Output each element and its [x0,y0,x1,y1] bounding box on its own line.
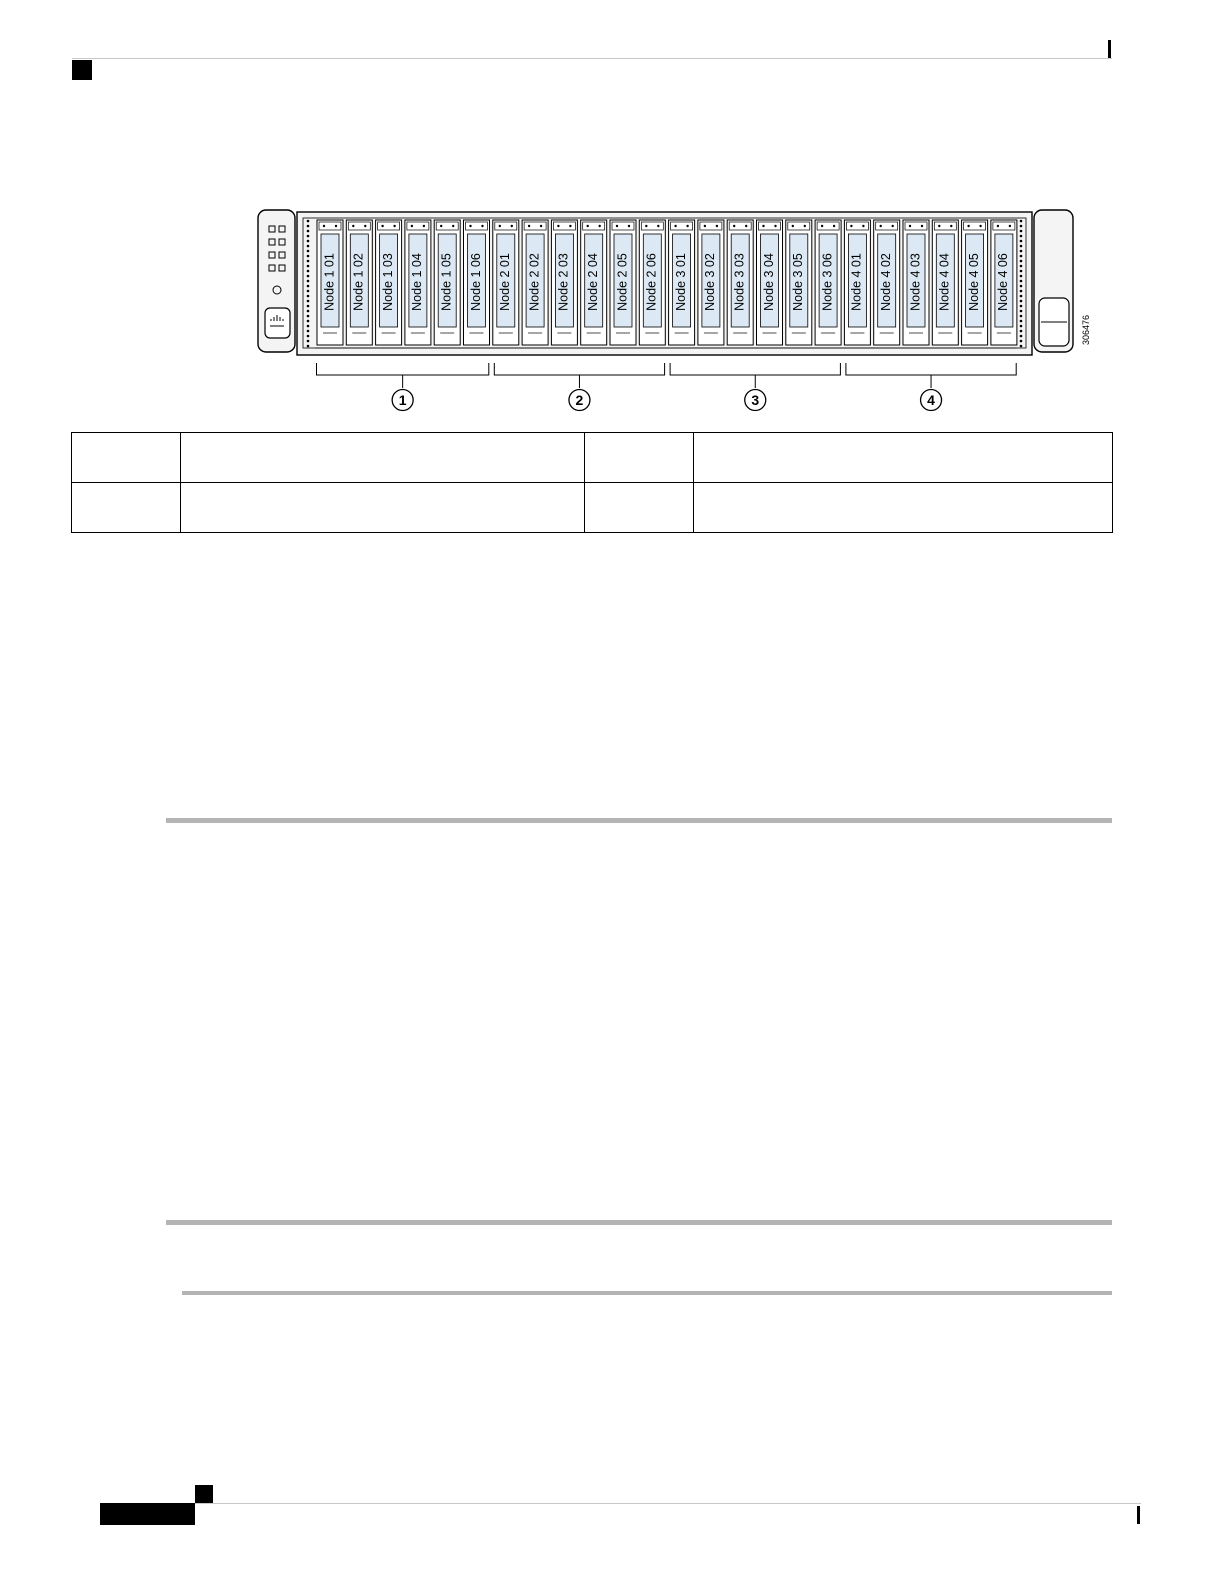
drive-bay [669,220,695,345]
drive-bay [932,220,958,345]
table-cell [72,483,181,533]
drive-bay-label: Node 1 01 [322,253,337,311]
cisco-logo-badge [265,308,290,338]
drive-bay-label: Node 1 04 [410,253,425,311]
drive-bay-label: Node 2 06 [644,253,659,311]
table-row [72,433,1113,483]
header-rule [72,58,1112,59]
table-row [72,483,1113,533]
footer-tick [1137,1506,1140,1524]
drive-bay-label: Node 1 03 [380,253,395,311]
drive-bay-label: Node 3 01 [673,253,688,311]
drive-bay [757,220,783,345]
section-rule [166,818,1112,823]
drive-bay [786,220,812,345]
server-front-panel-figure [255,205,1095,420]
footer-page-tab [100,1503,195,1525]
table-cell [585,433,694,483]
table-cell [181,433,585,483]
section-rule [166,1220,1112,1225]
callout-table [71,432,1113,533]
callout-2 [494,363,664,411]
drive-bay [874,220,900,345]
drive-bay [815,220,841,345]
callout-1 [317,363,489,411]
drive-bay [903,220,929,345]
drive-bay-label: Node 1 05 [439,253,454,311]
drive-bay-label: Node 1 06 [468,253,483,311]
drive-bay-label: Node 2 04 [585,253,600,311]
drive-bay [581,220,607,345]
drive-bay-label: Node 3 05 [791,253,806,311]
drive-bay [376,220,402,345]
drive-bay-label: Node 2 02 [527,253,542,311]
drive-bay-label: Node 1 02 [351,253,366,311]
drive-bay [522,220,548,345]
drive-bay-label: Node 4 03 [908,253,923,311]
header-marker [72,60,92,80]
drive-bay-label: Node 4 01 [849,253,864,311]
footer-marker [195,1485,213,1503]
drive-bay [346,220,372,345]
drive-bay [464,220,490,345]
callout-4 [846,363,1016,411]
drive-bay-label: Node 2 01 [498,253,513,311]
drive-bay-label: Node 3 06 [820,253,835,311]
figure-id-label: 306476 [1081,314,1091,345]
drive-bay [639,220,665,345]
drive-bay-label: Node 3 04 [761,253,776,311]
drive-bay [551,220,577,345]
callout-3 [670,363,840,411]
drive-bay [405,220,431,345]
drive-bay [991,220,1017,345]
callout-number: 3 [751,392,760,408]
callout-number: 4 [927,392,935,408]
drive-bay [434,220,460,345]
callout-number: 1 [398,392,407,408]
drive-bay [844,220,870,345]
drive-bay-label: Node 2 05 [615,253,630,311]
drive-bay [493,220,519,345]
drive-bay [727,220,753,345]
drive-bay [698,220,724,345]
section-rule [182,1291,1112,1295]
drive-bay-label: Node 3 02 [703,253,718,311]
table-cell [585,483,694,533]
drive-bay-label: Node 4 02 [878,253,893,311]
drive-bay-label: Node 4 06 [996,253,1011,311]
drive-bay [610,220,636,345]
table-cell [694,483,1113,533]
drive-bay-label: Node 4 05 [966,253,981,311]
table-cell [181,483,585,533]
drive-bay [317,220,343,345]
drive-bay [962,220,988,345]
footer-rule [195,1503,1141,1504]
drive-bay-label: Node 2 03 [556,253,571,311]
header-tick [1108,40,1111,58]
callout-brackets [317,363,1017,411]
table-cell [694,433,1113,483]
drive-bay-label: Node 3 03 [732,253,747,311]
drive-bay-label: Node 4 04 [937,253,952,311]
table-cell [72,433,181,483]
callout-number: 2 [575,392,584,408]
